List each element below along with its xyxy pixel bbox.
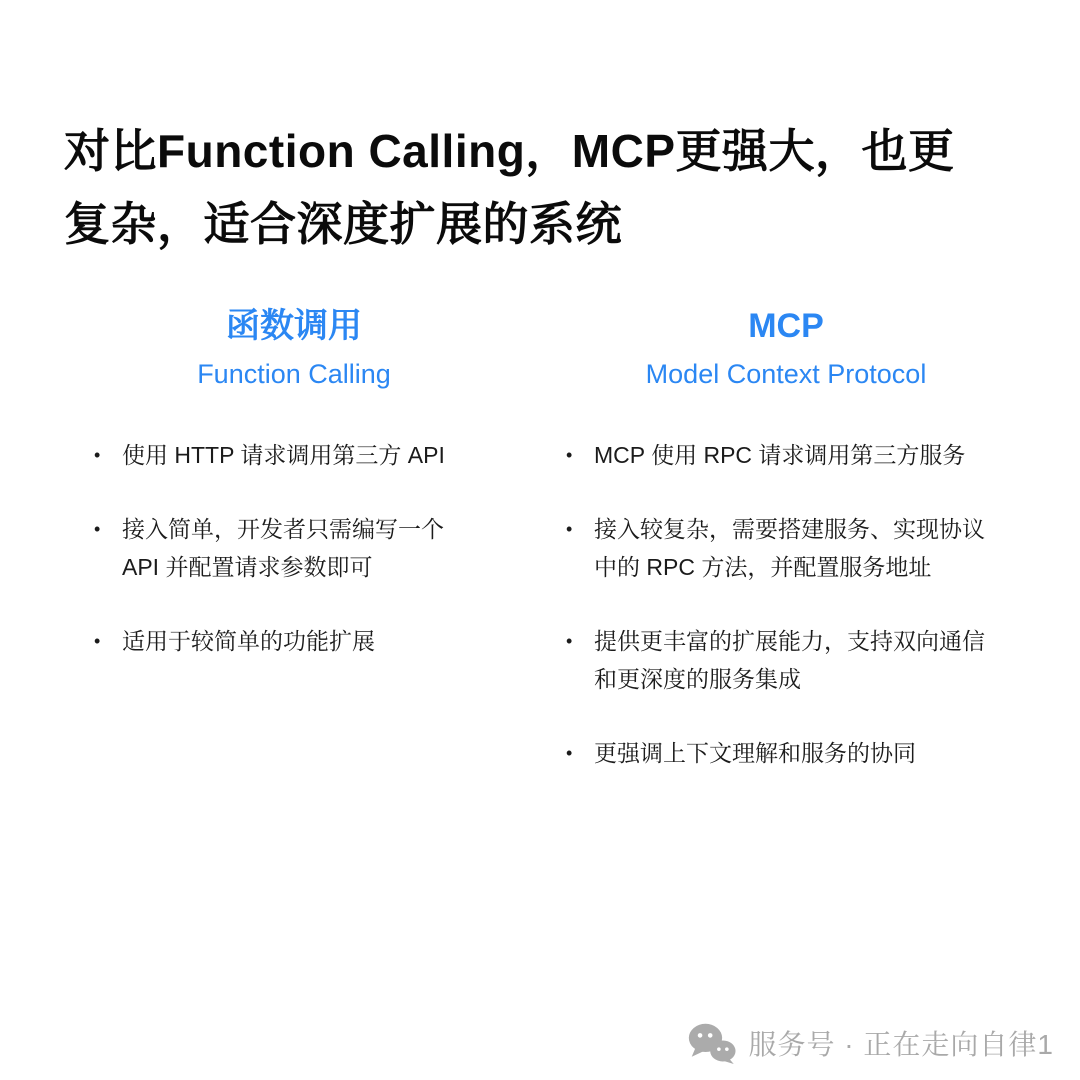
bullet-icon: • [566,743,573,763]
bullet-text: MCP 使用 RPC 请求调用第三方服务 [594,442,966,468]
footer-watermark [685,1022,1054,1064]
comparison-columns [64,306,1016,808]
mcp-title-en: Model Context Protocol [645,359,927,389]
list-item [94,436,494,474]
list-item [94,510,494,586]
function-calling-bullet-list [94,436,494,696]
bullet-text: 提供更丰富的扩展能力，支持双向通信和更深度的服务集成 [594,628,985,692]
function-calling-title-en: Function Calling [197,359,391,389]
list-item [94,622,494,660]
page-title-line-2: 复杂，适合深度扩展的系统 [64,197,622,250]
footer-account-text: 服务号 · 正在走向自律1 [748,1029,1054,1060]
mcp-bullet-list [566,436,1006,808]
list-item [566,734,1006,772]
column-mcp [566,306,1006,808]
function-calling-title-zh: 函数调用 [226,307,362,345]
list-item [566,510,1006,586]
bullet-icon: • [94,631,101,651]
bullet-icon: • [94,445,101,465]
bullet-text: 接入较复杂，需要搭建服务、实现协议中的 RPC 方法，并配置服务地址 [594,516,985,580]
wechat-official-account-icon [685,1022,739,1064]
column-function-calling [94,306,494,808]
bullet-text: 接入简单，开发者只需编写一个 API 并配置请求参数即可 [122,516,444,580]
bullet-text: 使用 HTTP 请求调用第三方 API [122,442,445,468]
list-item [566,436,1006,474]
bullet-icon: • [566,445,573,465]
bullet-text: 更强调上下文理解和服务的协同 [594,740,916,766]
bullet-icon: • [566,631,573,651]
bullet-text: 适用于较简单的功能扩展 [122,628,375,654]
list-item [566,622,1006,698]
page-title [64,115,1024,261]
bullet-icon: • [566,519,573,539]
mcp-title-zh: MCP [748,307,824,345]
function-calling-header [94,306,494,390]
page-title-line-1: 对比Function Calling，MCP更强大，也更 [64,124,955,177]
bullet-icon: • [94,519,101,539]
mcp-header [566,306,1006,390]
